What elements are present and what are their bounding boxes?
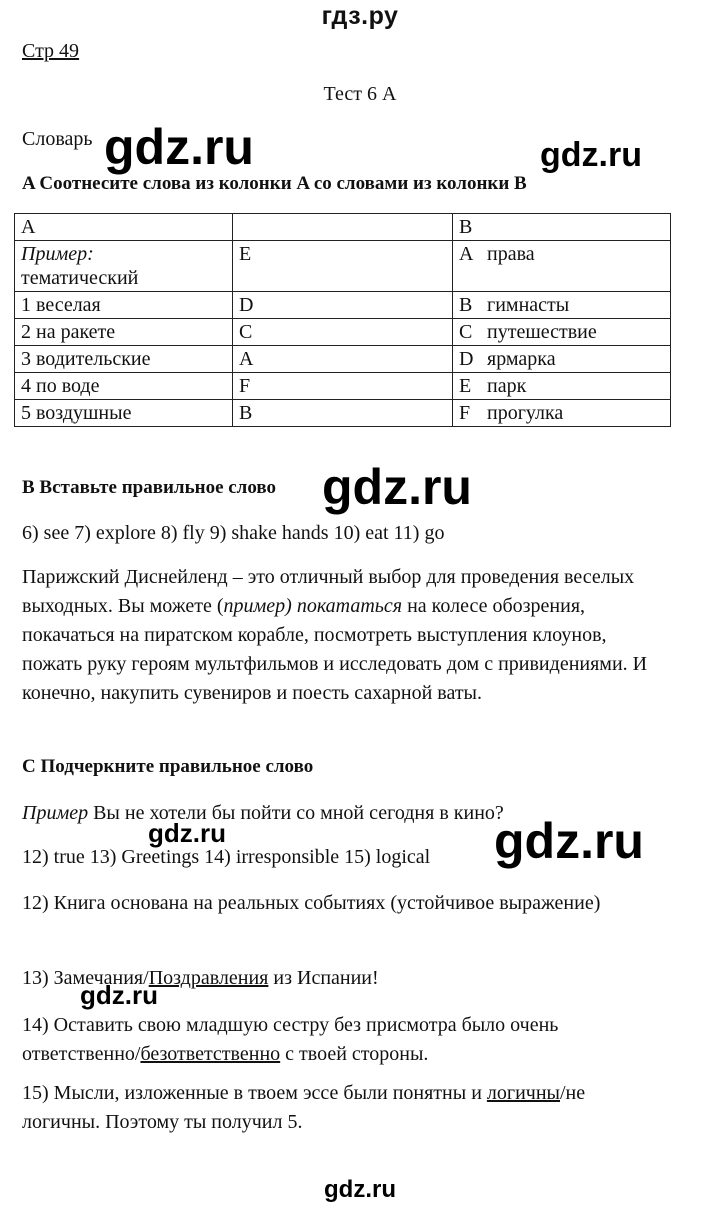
question-text: из Испании! <box>268 967 379 989</box>
example-label: Пример <box>22 802 89 824</box>
underlined-answer: безответственно <box>140 1043 281 1065</box>
table-row <box>15 292 671 319</box>
b-word: путешествие <box>487 321 597 343</box>
test-title: Тест 6 A <box>323 83 397 105</box>
vocabulary-label: Словарь <box>22 128 93 150</box>
answer-cell: C <box>233 319 453 346</box>
column-answer-header <box>233 214 453 241</box>
paragraph-text: Парижский Диснейленд – это отличный выбор для проведения веселых выходных. Вы можете ( <box>22 566 635 617</box>
answer-cell: A <box>233 346 453 373</box>
column-a-header: A <box>15 214 233 241</box>
section-b-heading: B Вставьте правильное слово <box>22 477 277 498</box>
b-cell <box>453 319 671 346</box>
answer-cell: D <box>233 292 453 319</box>
paragraph-text: на колесе обозрения, покачаться на пиратском корабле, посмотреть выступления клоунов, пожать руку героям мультфильмов и исследовать дом с привидениями. И конечно, накупить сувениров и поесть сахарной ваты. <box>22 595 648 704</box>
example-answer: E <box>233 241 453 292</box>
example-text: Вы не хотели бы пойти со мной сегодня в кино? <box>88 802 504 824</box>
example-word: тематический <box>21 267 139 289</box>
watermark: gdz.ru <box>80 980 158 1010</box>
watermark: gdz.ru <box>148 818 226 848</box>
b-word: ярмарка <box>487 348 556 370</box>
underlined-answer: логичны <box>486 1082 560 1104</box>
column-b-header: B <box>453 214 671 241</box>
example-b-cell <box>453 241 671 292</box>
example-label: Пример: <box>21 243 94 265</box>
b-cell <box>453 346 671 373</box>
b-cell <box>453 292 671 319</box>
b-letter: A <box>459 243 474 265</box>
section-c-options: 12) true 13) Greetings 14) irresponsible 15) logical <box>22 846 431 868</box>
table-row <box>15 400 671 427</box>
b-letter: D <box>459 348 474 370</box>
underlined-answer: Поздравления <box>148 967 269 989</box>
b-letter: E <box>459 375 472 397</box>
b-letter: F <box>459 402 471 424</box>
paragraph-example: пример) покататься <box>223 595 403 617</box>
example-cell <box>15 241 233 292</box>
table-row <box>15 346 671 373</box>
watermark: gdz.ru <box>322 459 472 515</box>
question-text: с твоей стороны. <box>280 1043 429 1065</box>
question-text: 15) Мысли, изложенные в твоем эссе были понятны и <box>22 1082 487 1104</box>
section-b-paragraph <box>22 563 662 708</box>
section-c-heading: C Подчеркните правильное слово <box>22 756 314 777</box>
table-row <box>15 373 671 400</box>
watermark: gdz.ru <box>540 136 642 174</box>
question-text: /не логичны. Поэтому ты получил 5. <box>22 1082 586 1133</box>
question-14 <box>22 1011 662 1069</box>
watermark: gdz.ru <box>104 119 254 175</box>
table-row-example <box>15 241 671 292</box>
b-cell <box>453 400 671 427</box>
b-letter: B <box>459 294 473 316</box>
answer-cell: B <box>233 400 453 427</box>
a-cell: 3 водительские <box>15 346 233 373</box>
question-text: 13) Замечания/ <box>22 967 149 989</box>
section-a-heading: A Соотнесите слова из колонки A со словами из колонки B <box>22 173 527 194</box>
question-15 <box>22 1079 662 1137</box>
footer-watermark: gdz.ru <box>324 1176 396 1203</box>
b-word: парк <box>487 375 527 397</box>
question-12: 12) Книга основана на реальных событиях (устойчивое выражение) <box>22 892 601 914</box>
a-cell: 4 по воде <box>15 373 233 400</box>
table-header-row <box>15 214 671 241</box>
b-letter: C <box>459 321 473 343</box>
matching-table <box>14 213 671 427</box>
watermark: gdz.ru <box>494 813 644 869</box>
a-cell: 1 веселая <box>15 292 233 319</box>
table-row <box>15 319 671 346</box>
section-b-options: 6) see 7) explore 8) fly 9) shake hands 10) eat 11) go <box>22 522 445 544</box>
page-reference: Стр 49 <box>22 40 80 62</box>
b-cell <box>453 373 671 400</box>
question-text: 14) Оставить свою младшую сестру без присмотра было очень ответственно/ <box>22 1014 559 1065</box>
site-header: гдз.ру <box>321 2 399 30</box>
b-word: гимнасты <box>487 294 570 316</box>
a-cell: 5 воздушные <box>15 400 233 427</box>
answer-cell: F <box>233 373 453 400</box>
b-word: прогулка <box>487 402 564 424</box>
b-word: права <box>487 243 535 265</box>
a-cell: 2 на ракете <box>15 319 233 346</box>
